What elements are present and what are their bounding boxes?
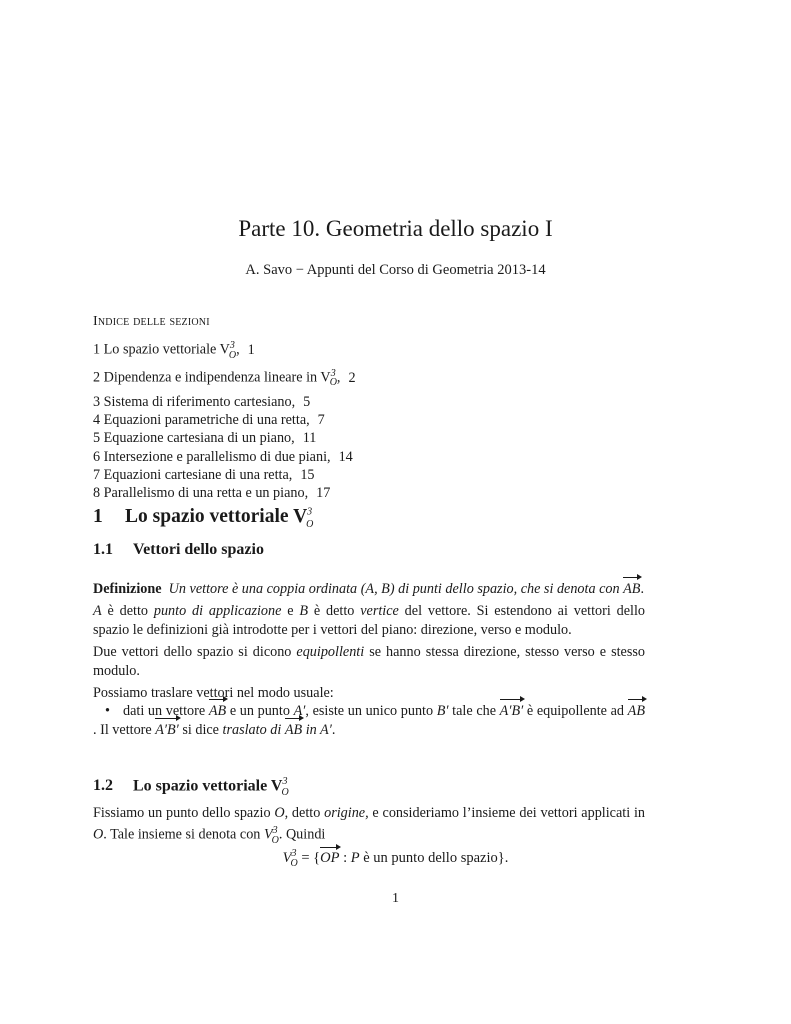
text: è detto [101, 603, 154, 620]
toc-entry[interactable] [93, 365, 356, 393]
point-o: O [93, 827, 104, 844]
text: è un punto dello spazio}. [359, 849, 509, 866]
formula-vo3 [0, 848, 791, 869]
symbol-v: V [263, 827, 273, 844]
text: : [339, 849, 351, 866]
point-b-prime: B′ [436, 703, 449, 720]
text: Fissiamo un punto dello spazio [93, 805, 275, 821]
toc-entry-label: 2 Dipendenza e indipendenza lineare in V [93, 369, 331, 386]
toc-entry[interactable] [93, 429, 356, 447]
bullet-item [93, 702, 645, 739]
symbol-sub: O [271, 834, 279, 846]
symbol-v: V [282, 849, 292, 866]
toc-entry[interactable] [93, 448, 356, 466]
toc-entry-suffix: , [336, 369, 341, 386]
vector-a-prime-b-prime: A′B′ [155, 721, 179, 738]
subsection-title-sup: 3 [282, 776, 288, 787]
toc-entry-label: 4 Equazioni parametriche di una retta, [93, 412, 310, 429]
point-a-prime: A′ [293, 703, 306, 720]
point-b: B [299, 603, 309, 620]
paragraph-4 [93, 804, 645, 854]
vector-ab: AB [284, 721, 303, 738]
toc-entry-suffix: , [236, 341, 240, 358]
definition-paragraph [93, 580, 645, 598]
subsection-heading [93, 776, 289, 798]
subsection-title-sub: O [281, 786, 289, 798]
point-a-prime: A′ [320, 721, 332, 738]
body-text [93, 580, 645, 743]
page-title: Parte 10. Geometria dello spazio I [238, 216, 553, 241]
toc-entry-label: 1 Lo spazio vettoriale V [93, 341, 230, 358]
toc-entry[interactable] [93, 484, 356, 502]
definition-pair: (A, B) [360, 581, 395, 597]
text: = { [297, 849, 321, 866]
toc-entry-sup: 3 [330, 367, 336, 379]
section-heading [93, 506, 313, 530]
symbol-sub: O [290, 857, 298, 869]
vector-ab: AB [627, 703, 645, 720]
table-of-contents [93, 337, 356, 503]
paragraph-2 [93, 643, 645, 680]
toc-entry-page: 14 [338, 448, 353, 465]
text: è detto [308, 603, 361, 620]
vector-ab: AB [208, 703, 227, 720]
page-number: 1 [392, 891, 399, 906]
text: dati un vettore [123, 703, 209, 720]
section-title-sub: O [306, 518, 314, 530]
term-in: in [302, 721, 321, 738]
subsection-number: 1.2 [93, 777, 113, 795]
paragraph-3: Possiamo traslare vettori nel modo usuale: [93, 685, 334, 702]
subsection-number: 1.1 [93, 541, 113, 558]
toc-entry-page: 5 [303, 393, 311, 410]
toc-entry-label: 7 Equazioni cartesiane di una retta, [93, 466, 293, 483]
point-o: O [274, 805, 285, 821]
text: . Il vettore [93, 721, 156, 738]
toc-entry-label: 6 Intersezione e parallelismo di due piani, [93, 448, 331, 465]
definition-end: . [640, 581, 645, 597]
subsection-title: Vettori dello spazio [133, 541, 264, 558]
paragraph-1 [93, 602, 645, 639]
term-vertice: vertice [360, 603, 399, 620]
toc-entry-page: 17 [316, 485, 331, 502]
toc-entry-page: 11 [302, 430, 317, 447]
text: Due vettori dello spazio si dicono [93, 644, 297, 661]
definition-text-a: Un vettore è una coppia ordinata [168, 581, 358, 597]
text: , esiste un unico punto [305, 703, 437, 720]
vector-ab: AB [623, 581, 641, 597]
vector-a-prime-b-prime: A′B′ [499, 703, 524, 720]
text: si dice [178, 721, 223, 738]
text: se hanno stessa direzione, stesso verso e stesso modulo. [93, 644, 645, 679]
text: . [331, 721, 336, 738]
text: del vettore. Si estendono ai vettori dello spazio le definizioni già introdotte per i vettori del piano: direzione, verso e modulo. [93, 603, 645, 638]
text: è equipollente ad [523, 703, 628, 720]
text: e [281, 603, 300, 620]
symbol-sup: 3 [272, 825, 278, 837]
text: tale che [448, 703, 500, 720]
text: e un punto [226, 703, 294, 720]
toc-entry-sub: O [228, 349, 237, 361]
toc-entry-label: 5 Equazione cartesiana di un piano, [93, 430, 295, 447]
toc-entry-page: 7 [317, 412, 325, 429]
subsection-title: Lo spazio vettoriale V [133, 777, 283, 795]
text: . Tale insieme si denota con [103, 827, 264, 844]
toc-entry-page: 15 [300, 466, 315, 483]
toc-entry[interactable] [93, 393, 356, 411]
definition-text-b: di punti dello spazio, che si denota con [398, 581, 620, 597]
text: . Quindi [278, 827, 326, 844]
point-a: A [93, 603, 102, 620]
text: e consideriamo l’insieme dei vettori applicati in [368, 805, 645, 821]
section-title-sup: 3 [307, 506, 313, 518]
toc-heading: Indice delle sezioni [93, 314, 210, 329]
toc-entry[interactable] [93, 411, 356, 429]
toc-entry[interactable] [93, 466, 356, 484]
term-origine: origine, [324, 805, 369, 821]
text: , detto [284, 805, 325, 821]
toc-entry-page: 1 [247, 341, 255, 358]
term-equipollenti: equipollenti [296, 644, 365, 661]
vector-op: OP [320, 849, 340, 866]
symbol-sup: 3 [291, 848, 297, 859]
bullet-marker: • [105, 703, 110, 720]
author-line: A. Savo − Appunti del Corso di Geometria 2013-14 [245, 262, 546, 278]
point-p: P [350, 849, 360, 866]
toc-entry-page: 2 [348, 369, 356, 386]
toc-entry-sub: O [329, 377, 337, 389]
subsection-heading [93, 541, 264, 559]
toc-entry-label: 8 Parallelismo di una retta e un piano, [93, 485, 309, 502]
term-punto-applicazione: punto di applicazione [153, 603, 282, 620]
definition-label: Definizione [93, 581, 162, 597]
toc-entry-label: 3 Sistema di riferimento cartesiano, [93, 393, 296, 410]
section-number: 1 [93, 506, 103, 527]
term-traslato: traslato di [222, 721, 282, 738]
toc-entry-sup: 3 [229, 340, 235, 351]
toc-entry[interactable] [93, 337, 356, 365]
section-title: Lo spazio vettoriale V [125, 506, 308, 527]
